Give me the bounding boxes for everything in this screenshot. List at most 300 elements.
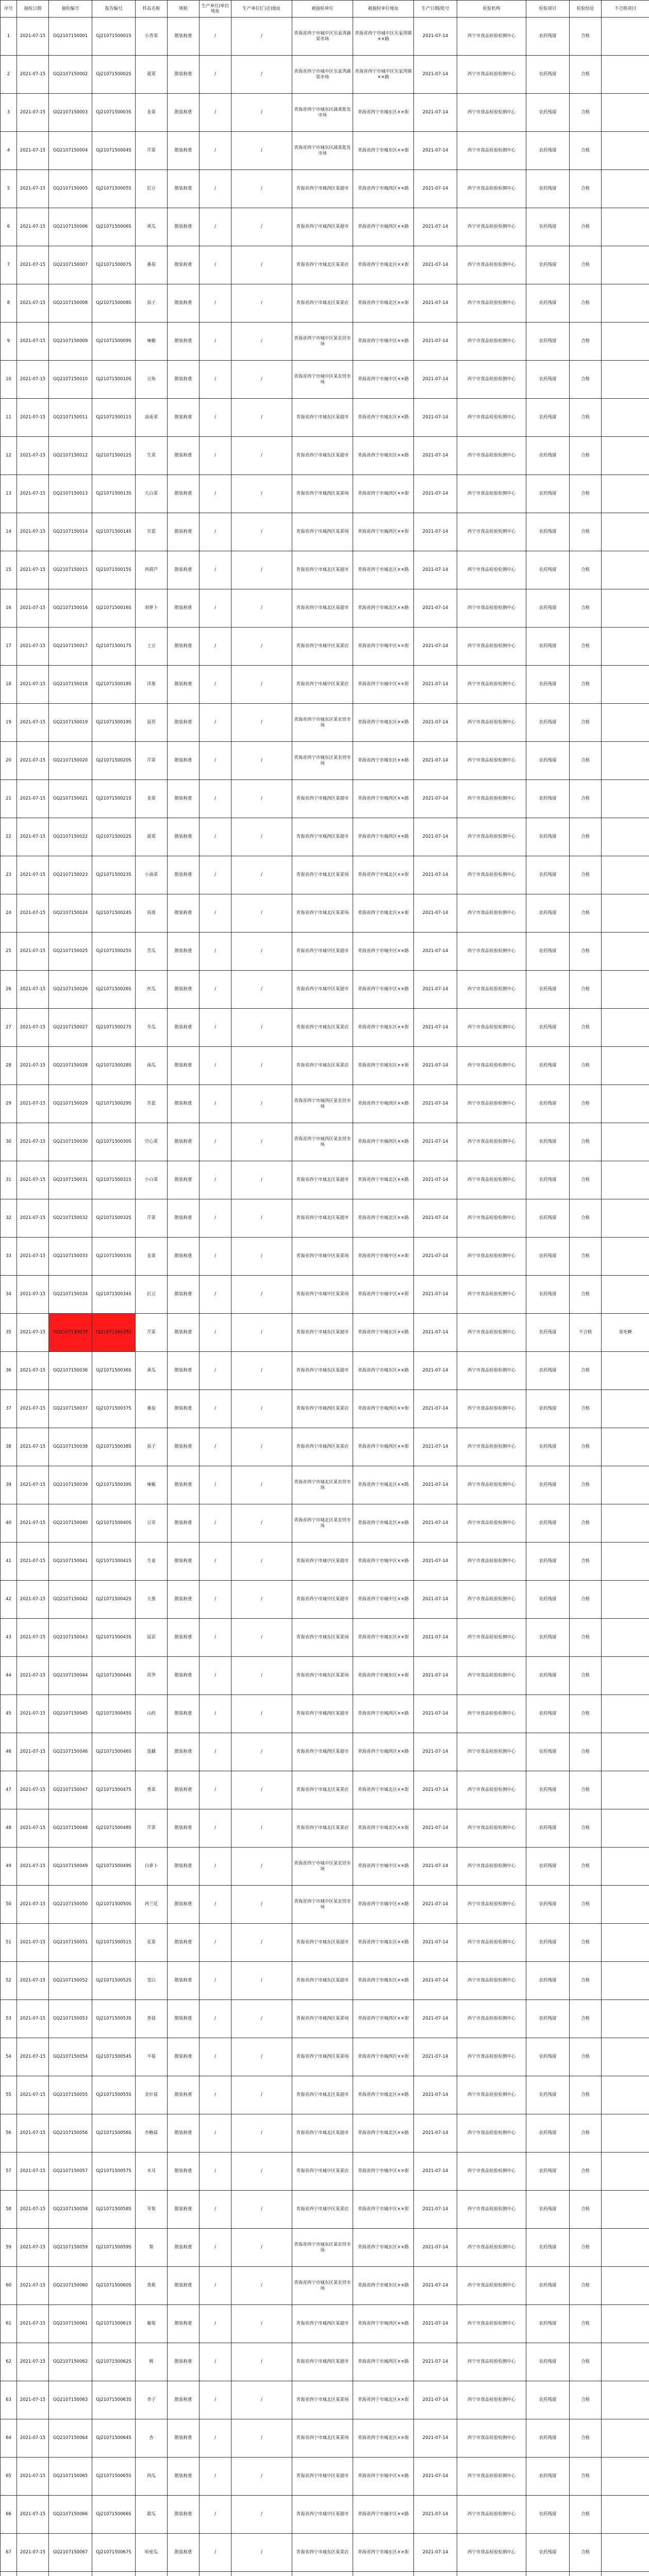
- cell-production-date: 2021-07-14: [414, 437, 457, 475]
- table-row: [1, 1657, 649, 1695]
- cell-item: 农药残留: [526, 1085, 570, 1123]
- table-row: [1, 1352, 649, 1390]
- cell-name: 丝瓜: [136, 971, 168, 1009]
- cell-manufacturer: /: [199, 1771, 231, 1809]
- cell-report: GJ2107150041S: [92, 1543, 136, 1581]
- cell-index: 34: [1, 1276, 17, 1314]
- cell-item: 农药残留: [526, 894, 570, 933]
- cell-result: 合格: [570, 628, 602, 666]
- cell-sampled-unit-address: 青海省西宁市城西区××路: [353, 1123, 414, 1161]
- cell-result: 合格: [570, 399, 602, 437]
- cell-production-date: 2021-07-14: [414, 56, 457, 94]
- cell-code: GQ2107150060: [49, 2267, 92, 2305]
- cell-report: GJ2107150023S: [92, 856, 136, 894]
- cell-report: GJ2107150059S: [92, 2229, 136, 2267]
- cell-manufacturer-address: /: [231, 132, 292, 170]
- cell-code: GQ2107150028: [49, 1047, 92, 1085]
- cell-sampled-unit-address: 青海省西宁市城中区××路: [353, 1543, 414, 1581]
- cell-code: GQ2107150008: [49, 284, 92, 323]
- cell-index: 8: [1, 284, 17, 323]
- cell-index: 55: [1, 2076, 17, 2114]
- cell-code: GQ2107150046: [49, 1733, 92, 1771]
- cell-production-date: 2021-07-14: [414, 132, 457, 170]
- cell-spec: 散装称重: [168, 2419, 199, 2458]
- cell-index: 54: [1, 2038, 17, 2076]
- cell-report: GJ2107150013S: [92, 475, 136, 513]
- cell-lab: 西宁市食品检验检测中心: [457, 2305, 526, 2343]
- cell-report: GJ2107150050S: [92, 1886, 136, 1924]
- cell-name: 香菜: [136, 1771, 168, 1809]
- cell-spec: 散装称重: [168, 56, 199, 94]
- cell-result: 合格: [570, 2343, 602, 2381]
- cell-fail-items: [602, 2343, 649, 2381]
- cell-item: 农药残留: [526, 1314, 570, 1352]
- cell-sampled-unit: 青海省西宁市城北区某菜店: [292, 246, 353, 284]
- cell-index: 53: [1, 2000, 17, 2038]
- cell-production-date: 2021-07-14: [414, 1695, 457, 1733]
- cell-report: GJ2107150008S: [92, 284, 136, 323]
- cell-result: 合格: [570, 1047, 602, 1085]
- table-row: [1, 971, 649, 1009]
- cell-index: 49: [1, 1848, 17, 1886]
- table-row: [1, 1695, 649, 1733]
- header-spec: 规格: [168, 1, 199, 18]
- cell-index: 46: [1, 1733, 17, 1771]
- cell-manufacturer: /: [199, 1009, 231, 1047]
- cell-name: 花菜: [136, 1924, 168, 1962]
- cell-report: GJ2107150056S: [92, 2114, 136, 2153]
- cell-item: 农药残留: [526, 2496, 570, 2534]
- cell-fail-items: [602, 1924, 649, 1962]
- cell-manufacturer: /: [199, 2229, 231, 2267]
- cell-spec: 散装称重: [168, 246, 199, 284]
- cell-fail-items: [602, 1123, 649, 1161]
- cell-fail-items: [602, 1466, 649, 1504]
- cell-report: GJ2107150061S: [92, 2305, 136, 2343]
- cell-name: 胡萝卜: [136, 589, 168, 628]
- cell-date: 2021-07-15: [17, 894, 49, 933]
- cell-report: GJ2107150002S: [92, 56, 136, 94]
- cell-date: 2021-07-15: [17, 2267, 49, 2305]
- cell-result: 合格: [570, 894, 602, 933]
- cell-lab: 西宁市食品检验检测中心: [457, 2419, 526, 2458]
- cell-name: 茼蒿: [136, 894, 168, 933]
- cell-manufacturer-address: /: [231, 2305, 292, 2343]
- cell-manufacturer-address: /: [231, 1199, 292, 1238]
- cell-spec: 散装称重: [168, 208, 199, 246]
- cell-lab: 西宁市食品检验检测中心: [457, 2191, 526, 2229]
- cell-code: GQ2107150029: [49, 1085, 92, 1123]
- cell-lab: 西宁市食品检验检测中心: [457, 856, 526, 894]
- cell-index: 56: [1, 2114, 17, 2153]
- cell-manufacturer: /: [199, 323, 231, 361]
- cell-name: 芹菜: [136, 1809, 168, 1848]
- cell-sampled-unit-address: 青海省西宁市城东区××路: [353, 704, 414, 742]
- cell-manufacturer-address: /: [231, 323, 292, 361]
- table-row: [1, 170, 649, 208]
- cell-result: 合格: [570, 971, 602, 1009]
- cell-fail-items: [602, 1848, 649, 1886]
- cell-index: 22: [1, 818, 17, 856]
- cell-code: [49, 2572, 92, 2576]
- cell-report: GJ2107150037S: [92, 1390, 136, 1428]
- cell-spec: 散装称重: [168, 2153, 199, 2191]
- table-row: [1, 1733, 649, 1771]
- cell-code: GQ2107150053: [49, 2000, 92, 2038]
- cell-sampled-unit-address: 青海省西宁市城中区××街: [353, 2153, 414, 2191]
- cell-report: GJ2107150006S: [92, 208, 136, 246]
- cell-production-date: 2021-07-14: [414, 2153, 457, 2191]
- cell-production-date: 2021-07-14: [414, 1657, 457, 1695]
- cell-index: 36: [1, 1352, 17, 1390]
- cell-lab: 西宁市食品检验检测中心: [457, 475, 526, 513]
- cell-lab: 西宁市食品检验检测中心: [457, 1047, 526, 1085]
- cell-production-date: 2021-07-14: [414, 666, 457, 704]
- cell-result: 合格: [570, 2381, 602, 2419]
- cell-spec: 散装称重: [168, 1581, 199, 1619]
- cell-index: 14: [1, 513, 17, 551]
- cell-sampled-unit: 青海省西宁市城西区某超市: [292, 1733, 353, 1771]
- cell-index: 2: [1, 56, 17, 94]
- cell-name: 番茄: [136, 1390, 168, 1428]
- cell-date: 2021-07-15: [17, 1695, 49, 1733]
- cell-name: 菠菜: [136, 56, 168, 94]
- cell-manufacturer-address: /: [231, 1962, 292, 2000]
- table-row: [1, 2381, 649, 2419]
- header-index: 序号: [1, 1, 17, 18]
- cell-date: 2021-07-15: [17, 1962, 49, 2000]
- cell-sampled-unit: 青海省西宁市城东区某农贸市场: [292, 704, 353, 742]
- cell-sampled-unit-address: 青海省西宁市城东区××路: [353, 2229, 414, 2267]
- cell-spec: 散装称重: [168, 132, 199, 170]
- cell-production-date: 2021-07-14: [414, 2458, 457, 2496]
- cell-lab: 西宁市食品检验检测中心: [457, 2496, 526, 2534]
- cell-item: 农药残留: [526, 1199, 570, 1238]
- cell-manufacturer: /: [199, 2305, 231, 2343]
- cell-fail-items: [602, 628, 649, 666]
- cell-index: [1, 2572, 17, 2576]
- cell-lab: 西宁市食品检验检测中心: [457, 1657, 526, 1695]
- cell-fail-items: [602, 780, 649, 818]
- cell-manufacturer: /: [199, 1886, 231, 1924]
- cell-index: 60: [1, 2267, 17, 2305]
- cell-production-date: 2021-07-14: [414, 361, 457, 399]
- cell-sampled-unit-address: 青海省西宁市城中区乐家湾镇××路: [353, 18, 414, 56]
- cell-report: GJ2107150062S: [92, 2343, 136, 2381]
- cell-result: 合格: [570, 780, 602, 818]
- cell-report: GJ2107150019S: [92, 704, 136, 742]
- cell-sampled-unit: 青海省西宁市城西区某菜场: [292, 475, 353, 513]
- cell-date: 2021-07-15: [17, 132, 49, 170]
- cell-sampled-unit: 青海省西宁市城中区某菜店: [292, 2191, 353, 2229]
- header-production-date: 生产日期/批号: [414, 1, 457, 18]
- cell-item: 农药残留: [526, 2076, 570, 2114]
- cell-lab: 西宁市食品检验检测中心: [457, 1886, 526, 1924]
- cell-manufacturer-address: /: [231, 2343, 292, 2381]
- cell-spec: 散装称重: [168, 2496, 199, 2534]
- cell-item: 农药残留: [526, 1924, 570, 1962]
- cell-code: GQ2107150057: [49, 2153, 92, 2191]
- cell-sampled-unit-address: 青海省西宁市城东区××路: [353, 1924, 414, 1962]
- cell-manufacturer: /: [199, 2191, 231, 2229]
- cell-production-date: 2021-07-14: [414, 1809, 457, 1848]
- cell-fail-items: [602, 1009, 649, 1047]
- cell-spec: 散装称重: [168, 2267, 199, 2305]
- cell-index: 16: [1, 589, 17, 628]
- cell-name: 木耳: [136, 2153, 168, 2191]
- cell-fail-items: [602, 1771, 649, 1809]
- cell-sampled-unit: 青海省西宁市城西区某超市: [292, 780, 353, 818]
- cell-spec: 散装称重: [168, 1695, 199, 1733]
- cell-report: GJ2107150049S: [92, 1848, 136, 1886]
- cell-fail-items: [602, 1428, 649, 1466]
- cell-lab: 西宁市食品检验检测中心: [457, 2229, 526, 2267]
- table-row: [1, 1314, 649, 1352]
- cell-name: 韭菜: [136, 94, 168, 132]
- cell-item: 农药残留: [526, 2305, 570, 2343]
- cell-report: GJ2107150040S: [92, 1504, 136, 1543]
- cell-code: GQ2107150009: [49, 323, 92, 361]
- cell-lab: 西宁市食品检验检测中心: [457, 1009, 526, 1047]
- cell-manufacturer-address: /: [231, 1276, 292, 1314]
- cell-name: 西葫芦: [136, 551, 168, 589]
- cell-name: 白萝卜: [136, 1848, 168, 1886]
- cell-code: GQ2107150004: [49, 132, 92, 170]
- cell-report: GJ2107150048S: [92, 1809, 136, 1848]
- cell-index: 31: [1, 1161, 17, 1199]
- cell-name: 菠菜: [136, 818, 168, 856]
- cell-index: 63: [1, 2381, 17, 2419]
- cell-item: 农药残留: [526, 2267, 570, 2305]
- cell-sampled-unit: 青海省西宁市城西区某菜店: [292, 1390, 353, 1428]
- cell-name: 香菇: [136, 2000, 168, 2038]
- cell-sampled-unit-address: 青海省西宁市城西区××街: [353, 2038, 414, 2076]
- table-row: [1, 1199, 649, 1238]
- cell-production-date: 2021-07-14: [414, 628, 457, 666]
- cell-lab: 西宁市食品检验检测中心: [457, 284, 526, 323]
- cell-spec: 散装称重: [168, 323, 199, 361]
- table-row: [1, 2076, 649, 2114]
- cell-manufacturer-address: /: [231, 1733, 292, 1771]
- cell-date: 2021-07-15: [17, 323, 49, 361]
- cell-code: GQ2107150034: [49, 1276, 92, 1314]
- cell-result: 合格: [570, 1123, 602, 1161]
- cell-fail-items: [602, 2305, 649, 2343]
- cell-spec: 散装称重: [168, 437, 199, 475]
- cell-report: GJ2107150030S: [92, 1123, 136, 1161]
- cell-spec: 散装称重: [168, 170, 199, 208]
- cell-report: GJ2107150064S: [92, 2419, 136, 2458]
- cell-manufacturer: /: [199, 551, 231, 589]
- cell-manufacturer: /: [199, 933, 231, 971]
- header-lab: 检验机构: [457, 1, 526, 18]
- cell-production-date: 2021-07-14: [414, 971, 457, 1009]
- cell-date: 2021-07-15: [17, 1848, 49, 1886]
- cell-production-date: 2021-07-14: [414, 1924, 457, 1962]
- cell-date: 2021-07-15: [17, 399, 49, 437]
- header-result: 检验结论: [570, 1, 602, 18]
- cell-manufacturer: /: [199, 2534, 231, 2572]
- cell-code: GQ2107150063: [49, 2381, 92, 2419]
- cell-lab: 西宁市食品检验检测中心: [457, 589, 526, 628]
- cell-index: 58: [1, 2191, 17, 2229]
- cell-production-date: 2021-07-14: [414, 551, 457, 589]
- cell-sampled-unit: 青海省西宁市城东区某菜店: [292, 2534, 353, 2572]
- cell-fail-items: [602, 704, 649, 742]
- cell-item: 农药残留: [526, 361, 570, 399]
- cell-result: 合格: [570, 2114, 602, 2153]
- cell-item: 农药残留: [526, 2343, 570, 2381]
- cell-lab: 西宁市食品检验检测中心: [457, 1504, 526, 1543]
- cell-fail-items: [602, 2572, 649, 2576]
- cell-sampled-unit-address: 青海省西宁市城东区××街: [353, 1657, 414, 1695]
- cell-item: 农药残留: [526, 2381, 570, 2419]
- cell-sampled-unit: 青海省西宁市城北区某菜场: [292, 856, 353, 894]
- cell-sampled-unit-address: 青海省西宁市城中区××路: [353, 361, 414, 399]
- cell-sampled-unit-address: 青海省西宁市城东区××街: [353, 132, 414, 170]
- cell-report: GJ2107150047S: [92, 1771, 136, 1809]
- cell-item: 农药残留: [526, 1161, 570, 1199]
- cell-spec: 散装称重: [168, 1238, 199, 1276]
- cell-result: 合格: [570, 1504, 602, 1543]
- cell-date: 2021-07-15: [17, 1276, 49, 1314]
- cell-production-date: 2021-07-14: [414, 589, 457, 628]
- cell-fail-items: [602, 933, 649, 971]
- cell-date: 2021-07-15: [17, 1161, 49, 1199]
- cell-report: GJ2107150055S: [92, 2076, 136, 2114]
- cell-manufacturer: /: [199, 1809, 231, 1848]
- cell-sampled-unit-address: 青海省西宁市城北区××街: [353, 284, 414, 323]
- cell-sampled-unit-address: 青海省西宁市城中区××街: [353, 666, 414, 704]
- header-fail-items: 不合格项目: [602, 1, 649, 18]
- cell-sampled-unit: 青海省西宁市城西区某菜场: [292, 513, 353, 551]
- cell-date: 2021-07-15: [17, 1809, 49, 1848]
- cell-item: 农药残留: [526, 666, 570, 704]
- cell-date: 2021-07-15: [17, 1009, 49, 1047]
- cell-item: 农药残留: [526, 2153, 570, 2191]
- cell-manufacturer: /: [199, 589, 231, 628]
- cell-index: 9: [1, 323, 17, 361]
- cell-sampled-unit-address: 青海省西宁市城北区××路: [353, 589, 414, 628]
- cell-result: 合格: [570, 1352, 602, 1390]
- cell-result: 合格: [570, 1619, 602, 1657]
- cell-date: 2021-07-15: [17, 208, 49, 246]
- cell-result: 合格: [570, 742, 602, 780]
- cell-manufacturer: /: [199, 2153, 231, 2191]
- cell-sampled-unit: 青海省西宁市城西区某农贸市场: [292, 1085, 353, 1123]
- cell-sampled-unit-address: 青海省西宁市城东区××街: [353, 2534, 414, 2572]
- cell-date: 2021-07-15: [17, 1771, 49, 1809]
- cell-production-date: 2021-07-14: [414, 1314, 457, 1352]
- cell-name: 冬瓜: [136, 1009, 168, 1047]
- cell-report: GJ2107150026S: [92, 971, 136, 1009]
- cell-name: 蒜苗: [136, 1619, 168, 1657]
- cell-code: GQ2107150040: [49, 1504, 92, 1543]
- cell-report: GJ2107150065S: [92, 2458, 136, 2496]
- cell-sampled-unit-address: 青海省西宁市城中区××街: [353, 2191, 414, 2229]
- cell-report: GJ2107150009S: [92, 323, 136, 361]
- cell-code: GQ2107150036: [49, 1352, 92, 1390]
- cell-spec: 散装称重: [168, 1962, 199, 2000]
- table-body: [1, 18, 649, 2576]
- cell-spec: 散装称重: [168, 1047, 199, 1085]
- cell-name: 葡萄: [136, 2305, 168, 2343]
- cell-name: 大葱: [136, 1581, 168, 1619]
- header-date: 抽检日期: [17, 1, 49, 18]
- cell-code: GQ2107150016: [49, 589, 92, 628]
- cell-lab: 西宁市食品检验检测中心: [457, 1962, 526, 2000]
- cell-sampled-unit-address: 青海省西宁市城东区××街: [353, 94, 414, 132]
- cell-sampled-unit: 青海省西宁市城东区某超市: [292, 1352, 353, 1390]
- table-row: [1, 589, 649, 628]
- table-row: [1, 1543, 649, 1581]
- cell-code: GQ2107150019: [49, 704, 92, 742]
- table-row: [1, 2419, 649, 2458]
- cell-date: 2021-07-15: [17, 2305, 49, 2343]
- cell-manufacturer: /: [199, 513, 231, 551]
- cell-production-date: 2021-07-14: [414, 2343, 457, 2381]
- cell-name: 李子: [136, 2381, 168, 2419]
- cell-index: 17: [1, 628, 17, 666]
- cell-sampled-unit: 青海省西宁市城中区某菜场: [292, 1276, 353, 1314]
- cell-code: GQ2107150033: [49, 1238, 92, 1276]
- cell-index: 61: [1, 2305, 17, 2343]
- cell-sampled-unit: 青海省西宁市城东区某菜店: [292, 1009, 353, 1047]
- cell-sampled-unit-address: 青海省西宁市城西区××街: [353, 2000, 414, 2038]
- cell-sampled-unit-address: 青海省西宁市城中区××街: [353, 1276, 414, 1314]
- table-row: [1, 856, 649, 894]
- cell-spec: 散装称重: [168, 742, 199, 780]
- cell-manufacturer-address: /: [231, 2458, 292, 2496]
- cell-sampled-unit-address: 青海省西宁市城西区××街: [353, 1390, 414, 1428]
- cell-fail-items: [602, 1504, 649, 1543]
- cell-sampled-unit: 青海省西宁市城中区某超市: [292, 1581, 353, 1619]
- cell-production-date: 2021-07-14: [414, 475, 457, 513]
- table-row: [1, 437, 649, 475]
- cell-date: 2021-07-15: [17, 18, 49, 56]
- table-row: [1, 246, 649, 284]
- cell-index: 11: [1, 399, 17, 437]
- cell-code: GQ2107150013: [49, 475, 92, 513]
- cell-lab: 西宁市食品检验检测中心: [457, 780, 526, 818]
- cell-date: 2021-07-15: [17, 1619, 49, 1657]
- cell-name: 豆角: [136, 361, 168, 399]
- header-report: 报告编号: [92, 1, 136, 18]
- cell-lab: 西宁市食品检验检测中心: [457, 2381, 526, 2419]
- cell-lab: 西宁市食品检验检测中心: [457, 818, 526, 856]
- cell-manufacturer-address: /: [231, 1771, 292, 1809]
- table-row: [1, 1848, 649, 1886]
- cell-index: 6: [1, 208, 17, 246]
- cell-manufacturer-address: /: [231, 1695, 292, 1733]
- cell-report: GJ2107150036S: [92, 1352, 136, 1390]
- cell-sampled-unit-address: 青海省西宁市城中区××路: [353, 971, 414, 1009]
- cell-code: GQ2107150058: [49, 2191, 92, 2229]
- table-row: [1, 1466, 649, 1504]
- cell-report: GJ2107150043S: [92, 1619, 136, 1657]
- cell-sampled-unit: 青海省西宁市城东区某农贸市场: [292, 2267, 353, 2305]
- cell-lab: 西宁市食品检验检测中心: [457, 1276, 526, 1314]
- cell-date: 2021-07-15: [17, 1314, 49, 1352]
- cell-name: 芹菜: [136, 1314, 168, 1352]
- cell-sampled-unit: 青海省西宁市城北区某超市: [292, 551, 353, 589]
- table-row: [1, 2572, 649, 2576]
- cell-fail-items: [602, 1543, 649, 1581]
- cell-report: GJ2107150038S: [92, 1428, 136, 1466]
- cell-sampled-unit: 青海省西宁市城中区乐家湾蔬菜市场: [292, 18, 353, 56]
- cell-manufacturer-address: /: [231, 2114, 292, 2153]
- cell-fail-items: [602, 1962, 649, 2000]
